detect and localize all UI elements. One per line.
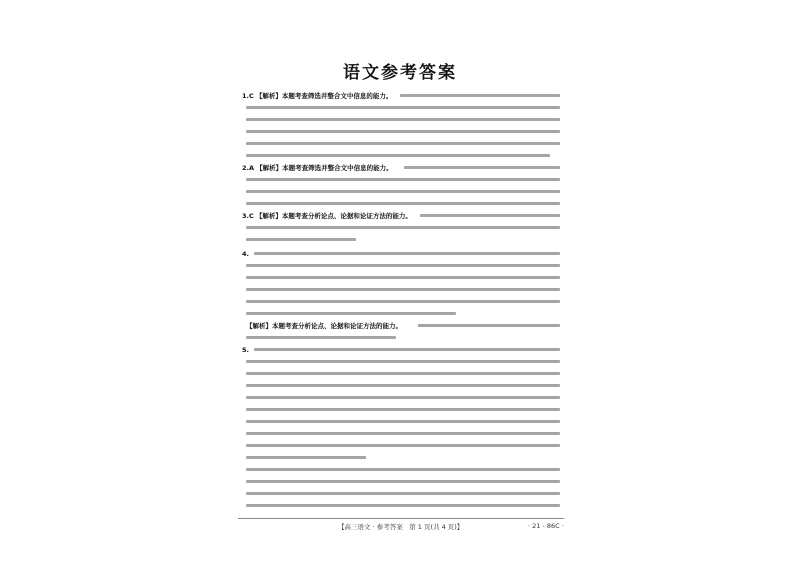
question-3-label (242, 212, 412, 220)
text-line (246, 118, 560, 121)
text-line (246, 202, 560, 205)
text-line (404, 166, 560, 169)
question-4-label (242, 250, 249, 258)
text-line (246, 456, 366, 459)
text-line (246, 312, 456, 315)
text-line (246, 142, 560, 145)
text-line (246, 154, 550, 157)
analysis-lead: 本题考查筛选并整合文中信息的能力。 (282, 164, 393, 172)
text-line (246, 504, 560, 507)
text-line (254, 348, 560, 351)
question-2-label (242, 164, 393, 172)
analysis-tag: 【解析】 (255, 212, 282, 220)
text-line (246, 408, 560, 411)
text-line (246, 130, 560, 133)
question-4-analysis-label (246, 322, 402, 330)
text-line (246, 468, 560, 471)
question-number: 2.A (242, 164, 255, 172)
text-line (246, 264, 560, 267)
text-line (246, 396, 560, 399)
analysis-lead: 本题考查分析论点、论据和论证方法的能力。 (272, 322, 402, 330)
page-title: 语文参考答案 (343, 63, 457, 83)
footer-divider (238, 518, 564, 519)
question-number: 3.C (242, 212, 254, 220)
text-line (246, 420, 560, 423)
footer-page-info: 【高三语文 · 参考答案 第 1 页(共 4 页)】 (338, 523, 464, 531)
analysis-lead: 本题考查分析论点、论据和论证方法的能力。 (281, 212, 412, 220)
text-line (400, 94, 560, 97)
text-line (254, 252, 560, 255)
text-line (246, 288, 560, 291)
text-line (246, 238, 356, 241)
analysis-tag: 【解析】 (246, 322, 272, 330)
text-line (246, 480, 560, 483)
text-line (246, 360, 560, 363)
text-line (246, 372, 560, 375)
question-1-label (242, 92, 392, 100)
text-line (246, 444, 560, 447)
text-line (246, 276, 560, 279)
text-line (418, 324, 560, 327)
text-line (246, 336, 396, 339)
analysis-lead: 本题考查筛选并整合文中信息的能力。 (281, 92, 393, 100)
text-line (246, 432, 560, 435)
text-line (246, 226, 560, 229)
footer-code: · 21 - 86C · (528, 522, 564, 530)
text-line (246, 384, 560, 387)
text-line (420, 214, 560, 217)
analysis-tag: 【解析】 (256, 164, 283, 172)
analysis-tag: 【解析】 (255, 92, 282, 100)
question-number: 5. (242, 346, 249, 354)
question-number: 4. (242, 250, 249, 258)
text-line (246, 190, 560, 193)
question-5-label (242, 346, 249, 354)
question-number: 1.C (242, 92, 254, 100)
text-line (246, 300, 560, 303)
text-line (246, 178, 560, 181)
text-line (246, 492, 560, 495)
text-line (246, 106, 560, 109)
